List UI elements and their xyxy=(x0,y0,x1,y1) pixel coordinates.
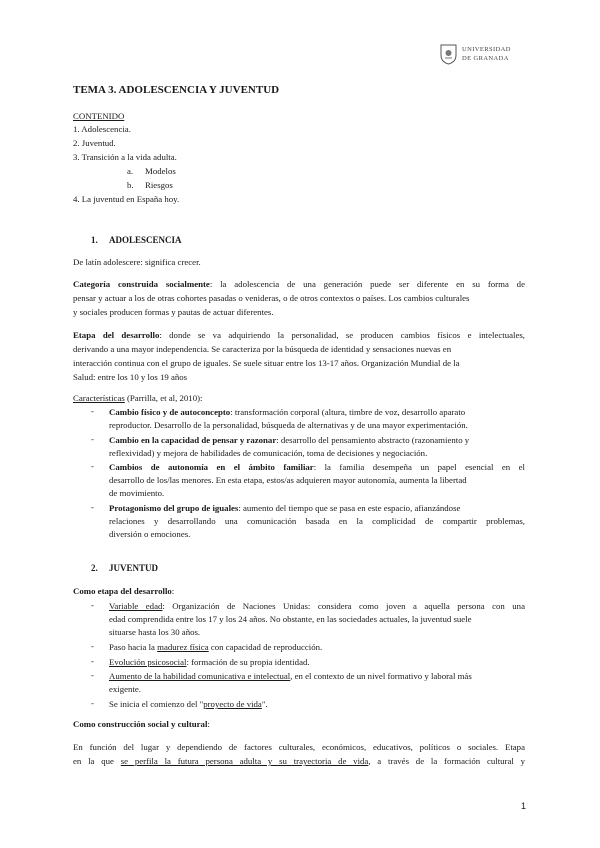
underlined-term: Variable edad xyxy=(109,601,163,611)
bullet-autonomy-line-2: desarrollo de los/las menores. En esta etapa, estos/as adquieren mayor autonomía, aumenta la libertad xyxy=(109,475,467,485)
bullet-dash: - xyxy=(91,656,94,666)
contents-item-3: 3. Transición a la vida adulta. xyxy=(73,152,177,162)
logo-line-1: UNIVERSIDAD xyxy=(462,46,511,53)
section-2-heading: JUVENTUD xyxy=(109,563,159,573)
text: con capacidad de reproducción. xyxy=(208,642,323,652)
contents-item-2: 2. Juventud. xyxy=(73,138,116,148)
underlined-term: Evolución psicosocial xyxy=(109,657,187,667)
text: : la familia desempeña un papel esencial en el xyxy=(313,462,525,472)
bullet-autonomy-line-1 xyxy=(109,461,525,474)
bullet-thinking-line-2: reflexividad) y mejora de habilidades de comunicación, toma de decisiones y negociación. xyxy=(109,448,428,458)
bullet-dash: - xyxy=(91,698,94,708)
text: : Organización de Naciones Unidas: considera como joven a aquella persona con una xyxy=(162,601,525,611)
text: , a través de la formación cultural y xyxy=(368,756,525,766)
bullet-term: Cambio en la capacidad de pensar y razonar xyxy=(109,435,277,445)
text: : aumento del tiempo que se pasa en este espacio, afianzándose xyxy=(238,503,461,513)
page-number: 1 xyxy=(521,801,527,811)
bullet-communication-line-1 xyxy=(109,670,472,683)
text: Paso hacia la xyxy=(109,642,158,652)
contents-subitem-a: Modelos xyxy=(145,166,176,176)
bullet-dash: - xyxy=(91,502,94,512)
coat-of-arms-icon xyxy=(440,44,457,65)
contents-item-1: 1. Adolescencia. xyxy=(73,124,131,134)
bullet-dash: - xyxy=(91,670,94,680)
bullet-age-line-3: situarse hasta los 30 años. xyxy=(109,627,201,637)
contents-subitem-b: Riesgos xyxy=(145,180,173,190)
university-logo xyxy=(440,42,540,68)
paragraph-development-line-1 xyxy=(73,329,525,342)
logo-line-2: DE GRANADA xyxy=(462,55,509,62)
bullet-dash: - xyxy=(91,406,94,416)
text: , en el contexto de un nivel formativo y laboral más xyxy=(290,671,472,681)
bullet-physical-line-1 xyxy=(109,406,465,419)
contents-subitem-marker-a: a. xyxy=(127,166,134,176)
colon: : xyxy=(171,586,175,596)
characteristics-heading xyxy=(73,392,202,405)
paragraph-development-line-2: derivando a una mayor independencia. Se caracteriza por la búsqueda de identidad y sensaciones nuevas en xyxy=(73,344,452,354)
bullet-communication-line-2: exigente. xyxy=(109,684,141,694)
bullet-life-project xyxy=(109,698,268,711)
contents-subitem-marker-b: b. xyxy=(127,180,134,190)
bullet-age-line-1 xyxy=(109,600,525,613)
bullet-age-line-2: edad comprendida entre los 17 y los 24 años. No obstante, en las sociedades actuales, la juventud suele xyxy=(109,614,472,624)
bullet-term: Cambios de autonomía en el ámbito familiar xyxy=(109,462,314,472)
underlined-term: Aumento de la habilidad comunicativa e intelectual xyxy=(109,671,291,681)
paragraph-social-line-1: En función del lugar y dependiendo de factores culturales, económicos, educativos, políticos o sociales. Etapa xyxy=(73,742,525,752)
term-development-stage: Etapa del desarrollo xyxy=(73,330,160,340)
contents-heading: CONTENIDO xyxy=(73,111,125,121)
text: : donde se va adquiriendo la personalidad, se producen cambios físicos e intelectuales, xyxy=(159,330,525,340)
colon: : xyxy=(207,719,210,729)
subheading-development xyxy=(73,585,174,598)
text: en la que xyxy=(73,756,121,766)
bullet-physical-line-2: reproductor. Desarrollo de la personalidad, búsqueda de alternativas y de una mayor experimentación. xyxy=(109,420,468,430)
paragraph-social-category-line-2: pensar y actuar a los de otras cohortes pasadas o venideras, o de otros contextos o países. Los cambios culturales xyxy=(73,293,470,303)
bullet-dash: - xyxy=(91,641,94,651)
subheading-text: Como etapa del desarrollo xyxy=(73,586,172,596)
bullet-dash: - xyxy=(91,461,94,471)
paragraph-development-line-3: interacción continua con el grupo de iguales. Se suele situar entre los 13-17 años. Organización Mundial de la xyxy=(73,358,460,368)
page-title: TEMA 3. ADOLESCENCIA Y JUVENTUD xyxy=(73,84,280,96)
bullet-dash: - xyxy=(91,600,94,610)
characteristics-reference: (Parrilla, et al, 2010): xyxy=(124,393,203,403)
bullet-thinking-line-1 xyxy=(109,434,469,447)
characteristics-label: Características xyxy=(73,393,125,403)
bullet-maturity xyxy=(109,641,322,654)
text: : desarrollo del pensamiento abstracto (razonamiento y xyxy=(276,435,470,445)
text: : formación de su propia identidad. xyxy=(186,657,310,667)
section-1-number: 1. xyxy=(91,235,98,245)
section-1-heading: ADOLESCENCIA xyxy=(109,235,182,245)
text: Se inicia el comienzo del " xyxy=(109,699,204,709)
text: : transformación corporal (altura, timbre de voz, desarrollo aparato xyxy=(230,407,466,417)
latin-definition: De latín adolescere: significa crecer. xyxy=(73,257,201,267)
text: ". xyxy=(261,699,268,709)
underlined-phrase: se perfila la futura persona adulta y su trayectoria de vida xyxy=(120,756,369,766)
underlined-term: madurez física xyxy=(157,642,209,652)
paragraph-social-line-2 xyxy=(73,755,525,768)
bullet-peers-line-2: relaciones y desarrollando una comunicación basada en la complicidad de compartir problemas, xyxy=(109,516,525,526)
text: : la adolescencia de una generación puede ser diferente en su forma de xyxy=(209,279,525,289)
paragraph-social-category-line-3: y sociales producen formas y pautas de actuar diferentes. xyxy=(73,307,274,317)
bullet-dash: - xyxy=(91,434,94,444)
underlined-term: proyecto de vida xyxy=(203,699,262,709)
paragraph-social-category-line-1 xyxy=(73,278,525,291)
bullet-term: Protagonismo del grupo de iguales xyxy=(109,503,239,513)
bullet-autonomy-line-3: de movimiento. xyxy=(109,488,165,498)
bullet-term: Cambio físico y de autoconcepto xyxy=(109,407,231,417)
contents-item-4: 4. La juventud en España hoy. xyxy=(73,194,180,204)
bullet-peers-line-3: diversión o emociones. xyxy=(109,529,191,539)
paragraph-development-line-4: Salud: entre los 10 y los 19 años xyxy=(73,372,188,382)
subheading-social-construction xyxy=(73,718,210,731)
bullet-psychosocial xyxy=(109,656,310,669)
term-social-category: Categoría construida socialmente xyxy=(73,279,210,289)
subheading-text: Como construcción social y cultural xyxy=(73,719,208,729)
bullet-peers-line-1 xyxy=(109,502,460,515)
section-2-number: 2. xyxy=(91,563,98,573)
